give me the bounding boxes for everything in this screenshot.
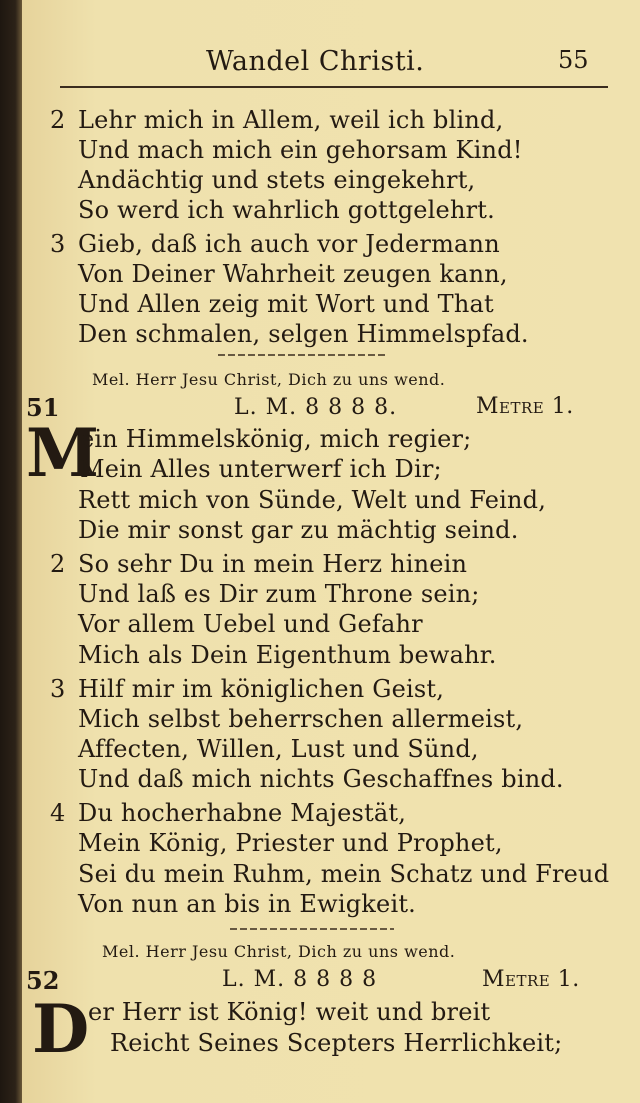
verse-line: Und laß es Dir zum Throne sein; xyxy=(78,580,480,608)
metre-label: Metre 1. xyxy=(476,394,574,419)
book-spine-edge xyxy=(0,0,22,1103)
verse-number: 3 xyxy=(50,230,66,258)
meter-line: L. M. 8 8 8 8. xyxy=(234,395,398,420)
verse-line: Mich als Dein Eigenthum bewahr. xyxy=(78,641,497,669)
verse-line: Lehr mich in Allem, weil ich blind, xyxy=(78,106,504,134)
verse-number: 3 xyxy=(50,675,66,703)
running-title: Wandel Christi. xyxy=(206,46,425,77)
verse-line: Mein König, Priester und Prophet, xyxy=(78,829,503,857)
verse-line: Gieb, daß ich auch vor Jedermann xyxy=(78,230,500,258)
verse-line: Und Allen zeig mit Wort und That xyxy=(78,290,494,318)
verse-line: Reicht Seines Scepters Herrlichkeit; xyxy=(110,1029,563,1057)
verse-line: Du hocherhabne Majestät, xyxy=(78,799,407,827)
book-page xyxy=(22,0,640,1103)
verse-line: Sei du mein Ruhm, mein Schatz und Freud xyxy=(78,860,610,888)
header-rule xyxy=(60,86,608,88)
verse-line: Affecten, Willen, Lust und Sünd, xyxy=(78,735,479,763)
verse-line: Mein Alles unterwerf ich Dir; xyxy=(80,455,442,483)
verse-line: Und daß mich nichts Geschaffnes bind. xyxy=(78,765,564,793)
verse-line: Vor allem Uebel und Gefahr xyxy=(78,610,423,638)
verse-line: ein Himmelskönig, mich regier; xyxy=(80,425,472,453)
verse-line: er Herr ist König! weit und breit xyxy=(88,998,491,1026)
metre-label: Metre 1. xyxy=(482,967,580,992)
verse-number: 2 xyxy=(50,550,66,578)
hymn-number: 52 xyxy=(26,966,60,995)
meter-line: L. M. 8 8 8 8 xyxy=(222,967,378,992)
verse-line: Die mir sonst gar zu mächtig seind. xyxy=(78,516,519,544)
verse-line: Von nun an bis in Ewigkeit. xyxy=(78,890,417,918)
drop-cap: M xyxy=(26,414,100,492)
verse-number: 2 xyxy=(50,106,66,134)
verse-line: So werd ich wahrlich gottgelehrt. xyxy=(78,196,495,224)
page-number: 55 xyxy=(558,46,589,74)
verse-line: Hilf mir im königlichen Geist, xyxy=(78,675,445,703)
verse-number: 4 xyxy=(50,799,66,827)
drop-cap: D xyxy=(32,990,90,1068)
verse-line: Den schmalen, selgen Himmelspfad. xyxy=(78,320,529,348)
verse-line: Und mach mich ein gehorsam Kind! xyxy=(78,136,523,164)
melody-line: Mel. Herr Jesu Christ, Dich zu uns wend. xyxy=(92,370,446,389)
hymn-divider xyxy=(218,350,386,360)
hymn-divider xyxy=(230,924,394,934)
hymn-number: 51 xyxy=(26,393,60,422)
verse-line: Von Deiner Wahrheit zeugen kann, xyxy=(78,260,508,288)
verse-line: Mich selbst beherrschen allermeist, xyxy=(78,705,524,733)
page-header xyxy=(22,42,640,82)
verse-line: Rett mich von Sünde, Welt und Feind, xyxy=(78,486,547,514)
verse-line: Andächtig und stets eingekehrt, xyxy=(78,166,476,194)
verse-line: So sehr Du in mein Herz hinein xyxy=(78,550,468,578)
melody-line: Mel. Herr Jesu Christ, Dich zu uns wend. xyxy=(102,942,456,961)
